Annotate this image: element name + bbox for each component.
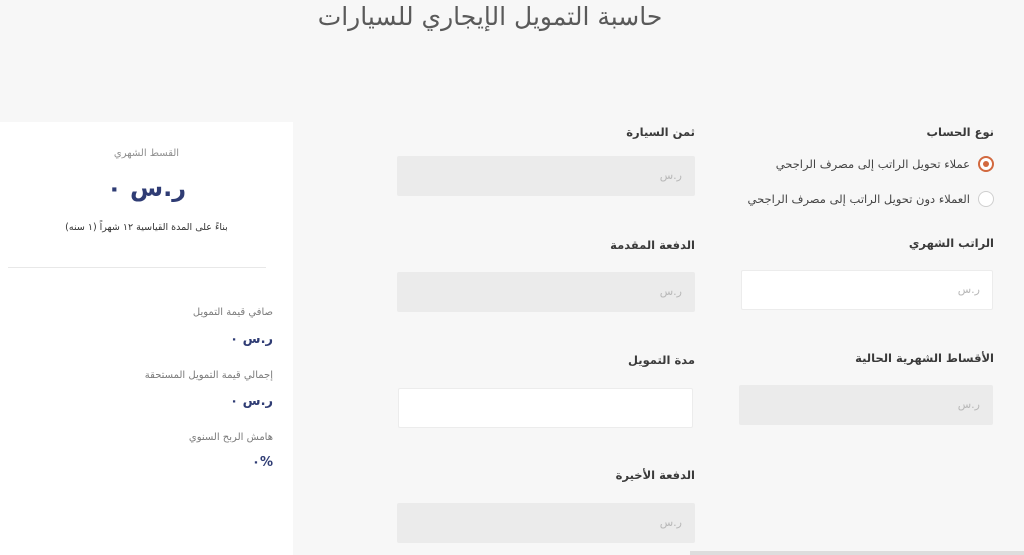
financing-period-input[interactable] xyxy=(398,388,693,428)
radio-salary-transfer-label: عملاء تحويل الراتب إلى مصرف الراجحي xyxy=(775,157,970,171)
current-installments-input[interactable]: ر.س xyxy=(739,385,993,425)
monthly-salary-label: الراتب الشهري xyxy=(908,236,994,250)
car-price-input[interactable]: ر.س xyxy=(397,156,695,196)
financing-period-label: مدة التمويل xyxy=(627,353,695,367)
bottom-strip xyxy=(690,551,1024,555)
radio-no-salary-transfer[interactable] xyxy=(748,191,994,207)
down-payment-label: الدفعة المقدمة xyxy=(610,238,695,252)
annual-margin-value: %٠ xyxy=(252,455,273,470)
last-payment-label: الدفعة الأخيرة xyxy=(615,468,695,482)
radio-checked-icon[interactable] xyxy=(978,156,994,172)
summary-divider xyxy=(8,267,266,268)
net-financing-label: صافي قيمة التمويل xyxy=(192,307,273,318)
annual-margin-label: هامش الربح السنوي xyxy=(188,432,273,443)
radio-no-salary-transfer-label: العملاء دون تحويل الراتب إلى مصرف الراجحي xyxy=(747,192,970,206)
current-installments-label: الأقساط الشهرية الحالية xyxy=(855,351,994,365)
monthly-installment-value: ر.س ٠ xyxy=(106,174,187,202)
account-type-label: نوع الحساب xyxy=(926,125,994,139)
last-payment-input[interactable]: ر.س xyxy=(397,503,695,543)
monthly-installment-note: بناءً على المدة القياسية ١٢ شهراً (١ سنه) xyxy=(65,222,228,233)
car-price-label: ثمن السيارة xyxy=(626,125,695,139)
radio-unchecked-icon[interactable] xyxy=(978,191,994,207)
total-financing-value: ر.س ٠ xyxy=(230,394,273,409)
total-financing-label: إجمالي قيمة التمويل المستحقة xyxy=(144,370,273,381)
summary-panel xyxy=(0,122,293,555)
monthly-installment-label: القسط الشهري xyxy=(113,148,180,159)
radio-salary-transfer[interactable] xyxy=(776,156,994,172)
net-financing-value: ر.س ٠ xyxy=(230,332,273,347)
page-title: حاسبة التمويل الإيجاري للسيارات xyxy=(317,2,663,31)
down-payment-input[interactable]: ر.س xyxy=(397,272,695,312)
monthly-salary-input[interactable]: ر.س xyxy=(741,270,993,310)
